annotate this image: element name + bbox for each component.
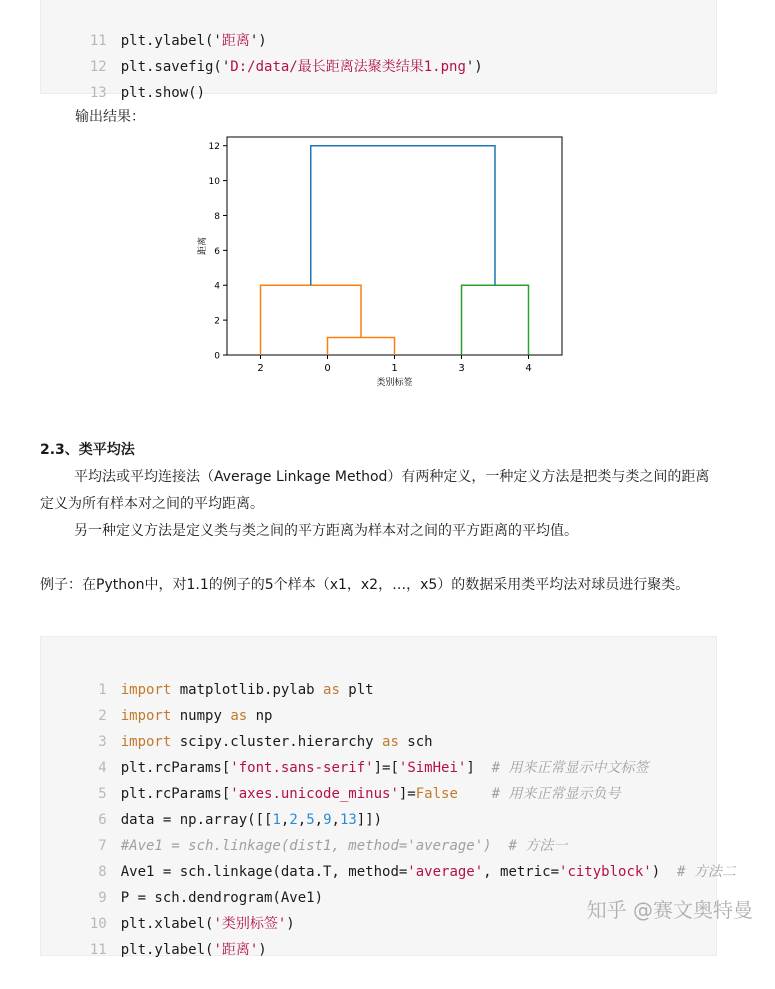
code-text: numpy bbox=[171, 708, 231, 724]
code-line bbox=[41, 911, 267, 958]
code-text: , metric= bbox=[483, 864, 560, 880]
line-number: 5 bbox=[98, 786, 107, 802]
line-number: 11 bbox=[89, 33, 107, 49]
code-line bbox=[41, 885, 295, 932]
line-number: 2 bbox=[98, 708, 107, 724]
watermark: 知乎 @赛文奥特曼 bbox=[586, 898, 753, 922]
code-text: , bbox=[314, 812, 324, 828]
dendrogram-link bbox=[311, 146, 495, 286]
y-tick-label: 6 bbox=[214, 246, 220, 257]
line-number: 13 bbox=[89, 85, 107, 101]
dendrogram-link bbox=[328, 338, 395, 355]
line-number: 1 bbox=[98, 682, 107, 698]
code-text: np bbox=[247, 708, 273, 724]
code-text: scipy.cluster.hierarchy bbox=[171, 734, 383, 750]
code-text: plt.rcParams[ bbox=[120, 786, 231, 802]
code-line bbox=[41, 781, 383, 828]
y-tick-label: 10 bbox=[208, 177, 220, 188]
code-text: , bbox=[297, 812, 307, 828]
code-text: ) bbox=[651, 864, 678, 880]
code-string: D:/data/最长距离法聚类结果1.png bbox=[230, 59, 466, 75]
line-number: 3 bbox=[98, 734, 107, 750]
y-tick-label: 12 bbox=[208, 142, 220, 153]
code-line bbox=[41, 651, 374, 698]
x-tick-label: 4 bbox=[525, 363, 532, 374]
code-string: 'font.sans-serif' bbox=[230, 760, 374, 776]
code-comment: # 用来正常显示负号 bbox=[491, 786, 621, 802]
code-text: sch bbox=[398, 734, 433, 750]
line-number: 8 bbox=[98, 864, 107, 880]
code-text: plt.show() bbox=[120, 85, 206, 101]
code-text: plt bbox=[339, 682, 374, 698]
line-number: 7 bbox=[98, 838, 107, 854]
x-tick-label: 2 bbox=[257, 363, 264, 374]
x-axis-label: 类别标签 bbox=[376, 378, 413, 388]
code-string: 'cityblock' bbox=[559, 864, 652, 880]
line-number: 4 bbox=[98, 760, 107, 776]
x-tick-label: 3 bbox=[458, 363, 465, 374]
dendrogram-link bbox=[261, 285, 362, 355]
code-comment: # 方法二 bbox=[677, 864, 736, 880]
y-tick-label: 4 bbox=[214, 281, 220, 292]
dendrogram-link bbox=[462, 285, 529, 355]
code-text: P = sch.dendrogram(Ave1) bbox=[120, 890, 324, 906]
code-number: 5 bbox=[306, 812, 315, 828]
code-line bbox=[41, 755, 621, 802]
code-text: data = np.array([[ bbox=[120, 812, 273, 828]
code-line bbox=[41, 729, 649, 776]
line-number: 12 bbox=[89, 59, 107, 75]
y-tick-label: 8 bbox=[214, 211, 220, 222]
code-text: Ave1 = sch.linkage(data.T, method= bbox=[120, 864, 408, 880]
code-number: 1 bbox=[272, 812, 281, 828]
plot-frame bbox=[227, 137, 562, 355]
code-text: plt.ylabel( bbox=[120, 942, 214, 958]
dendrogram-chart bbox=[0, 0, 775, 400]
x-tick-label: 0 bbox=[324, 363, 331, 374]
code-string: 'average' bbox=[407, 864, 484, 880]
y-axis-label: 距离 bbox=[198, 236, 208, 256]
code-number: 2 bbox=[289, 812, 298, 828]
line-number: 11 bbox=[89, 942, 107, 958]
code-text: ]]) bbox=[356, 812, 383, 828]
code-text: , bbox=[331, 812, 340, 828]
code-text: ) bbox=[286, 916, 295, 932]
code-text: plt.savefig(' bbox=[120, 59, 231, 75]
code-keyword: False bbox=[415, 786, 458, 802]
line-number: 9 bbox=[98, 890, 107, 906]
code-text: plt.rcParams[ bbox=[120, 760, 231, 776]
code-string: 距离 bbox=[221, 33, 250, 49]
code-text: ]=[ bbox=[373, 760, 399, 776]
code-comment: #Ave1 = sch.linkage(dist1, method='average') # 方法一 bbox=[120, 838, 568, 854]
code-line bbox=[41, 833, 736, 880]
code-line bbox=[41, 677, 273, 724]
code-number: 13 bbox=[339, 812, 357, 828]
code-text: ]= bbox=[398, 786, 416, 802]
code-text: , bbox=[280, 812, 290, 828]
code-text: matplotlib.pylab bbox=[171, 682, 324, 698]
code-keyword: as bbox=[323, 682, 340, 698]
section-heading: 2.3、类平均法 bbox=[40, 442, 135, 458]
code-line bbox=[41, 859, 324, 906]
code-keyword: as bbox=[382, 734, 399, 750]
y-tick-label: 0 bbox=[214, 351, 220, 362]
code-text: ] bbox=[466, 760, 492, 776]
code-string: '距离' bbox=[213, 942, 259, 958]
code-text: ) bbox=[258, 942, 267, 958]
line-number: 10 bbox=[89, 916, 107, 932]
output-label: 输出结果： bbox=[75, 109, 145, 125]
code-string: 'SimHei' bbox=[398, 760, 467, 776]
code-text: plt.ylabel(' bbox=[120, 33, 222, 49]
code-line bbox=[41, 703, 433, 750]
paragraph-definition-2: 另一种定义方法是定义类与类之间的平方距离为样本对之间的平方距离的平均值。 bbox=[74, 523, 578, 539]
code-text: ') bbox=[465, 59, 483, 75]
code-text: plt.xlabel( bbox=[120, 916, 214, 932]
code-keyword: import bbox=[120, 734, 172, 750]
x-tick-label: 1 bbox=[391, 363, 398, 374]
code-keyword: import bbox=[120, 682, 172, 698]
code-text bbox=[458, 786, 492, 802]
paragraph-definition-1: 平均法或平均连接法（Average Linkage Method）有两种定义，一种定义方法是把类与类之间的距离定义为所有样本对之间的平均距离。 bbox=[40, 469, 710, 512]
code-comment: # 用来正常显示中文标签 bbox=[491, 760, 649, 776]
code-text: ') bbox=[249, 33, 267, 49]
code-keyword: import bbox=[120, 708, 172, 724]
code-keyword: as bbox=[230, 708, 248, 724]
paragraph-example: 例子：在Python中，对1.1的例子的5个样本（x1，x2，…，x5）的数据采用类平均法对球员进行聚类。 bbox=[40, 577, 690, 593]
line-number: 6 bbox=[98, 812, 107, 828]
code-string: 'axes.unicode_minus' bbox=[230, 786, 399, 802]
code-number: 9 bbox=[323, 812, 332, 828]
code-string: '类别标签' bbox=[213, 916, 287, 932]
y-tick-label: 2 bbox=[214, 316, 220, 327]
code-line bbox=[41, 807, 568, 854]
